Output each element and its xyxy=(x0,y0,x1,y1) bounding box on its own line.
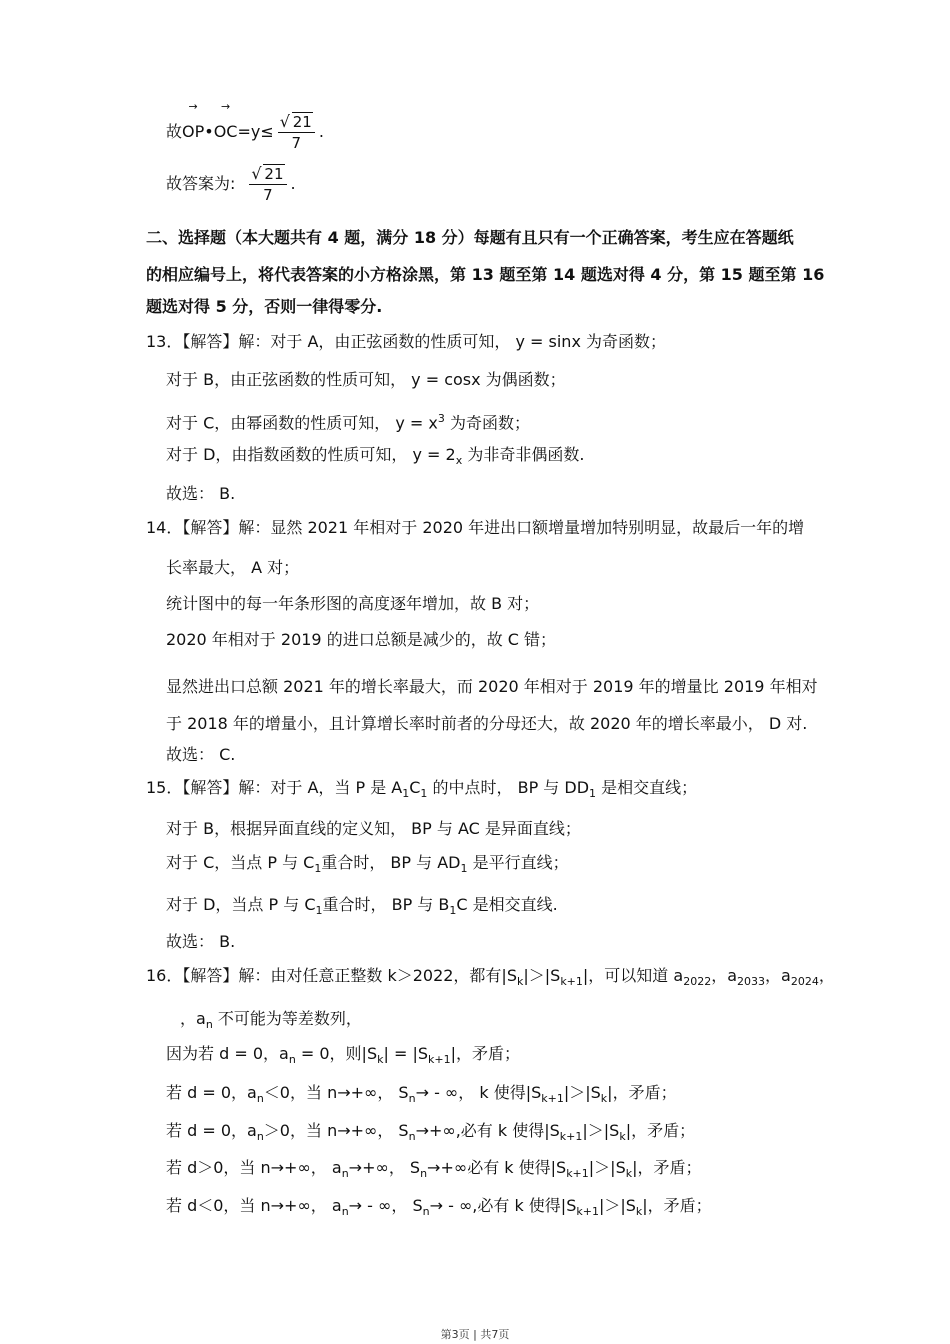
section-heading-line-1: 二、选择题（本大题共有 4 题，满分 18 分）每题有且只有一个正确答案，考生应在答题纸 xyxy=(146,228,794,247)
answer-fraction xyxy=(249,164,286,205)
q16-line-2: ，$a_n$ 不可能为等差数列， xyxy=(180,1009,362,1032)
fraction-sqrt21-over-7 xyxy=(278,112,315,153)
intro-answer-line xyxy=(166,162,296,206)
vector-oc: → OC xyxy=(214,112,238,152)
q15-line-3: 对于 C，当点 P 与 $C_1$重合时， BP 与 $AD_1$ 是平行直线； xyxy=(166,853,569,876)
q14-line-4: 2020 年相对于 2019 的进口总额是减少的，故 C 错； xyxy=(166,630,557,649)
q13-line-5: 故选： B. xyxy=(166,484,236,503)
q15-line-4: 对于 D，当点 P 与 $C_1$重合时， BP 与 $B_1C$ 是相交直线. xyxy=(166,895,558,918)
q13-line-2: 对于 B，由正弦函数的性质可知， y = cosx 为偶函数； xyxy=(166,370,566,389)
q16-line-3: 因为若 d = 0，$a_n = 0$，则$|S_k| = |S_{k+1}|$，矛盾； xyxy=(166,1044,520,1067)
q15-line-2: 对于 B，根据异面直线的定义知， BP 与 AC 是异面直线； xyxy=(166,819,581,838)
q15-line-5: 故选： B. xyxy=(166,932,236,951)
q13-line-4: 对于 D，由指数函数的性质可知， $y = 2_x$ 为非奇非偶函数. xyxy=(166,445,585,468)
q14-line-2: 长率最大， A 对； xyxy=(166,558,300,577)
section-heading-line-2: 的相应编号上，将代表答案的小方格涂黑，第 13 题至第 14 题选对得 4 分，第 15 题至第 16 xyxy=(146,265,825,284)
period: . xyxy=(318,122,324,141)
q16-line-4: 若 d = 0，$a_n<0$，当 n→+∞， $S_n\to$ - ∞， k 使得$|S_{k+1}|>|S_k|$，矛盾； xyxy=(166,1083,677,1106)
q13-line-3: 对于 C，由幂函数的性质可知， $y = x^3$ 为奇函数； xyxy=(166,412,530,433)
equals-y: =y xyxy=(237,122,261,141)
page-footer: 第3页 | 共7页 xyxy=(440,1328,510,1341)
q15-line-1: 15．【解答】解：对于 A，当 P 是 $A_1C_1$ 的中点时， BP 与 $DD_1$ 是相交直线； xyxy=(146,778,698,801)
q14-line-1: 14．【解答】解：显然 2021 年相对于 2020 年进出口额增量增加特别明显，故最后一年的增 xyxy=(146,518,805,537)
radicand: 21 xyxy=(292,113,312,131)
leq-symbol: ≤ xyxy=(260,122,274,141)
q16-line-6: 若 d＞0，当 n→+∞， $a_n\to+\infty$， $S_n\to+\infty$必有 k 使得$|S_{k+1}|>|S_k|$，矛盾； xyxy=(166,1158,702,1181)
denominator: 7 xyxy=(291,134,302,152)
q14-line-7: 故选： C. xyxy=(166,745,236,764)
vector-op: → OP xyxy=(182,112,204,152)
q16-line-7: 若 d＜0，当 n→+∞， $a_n\to$ - ∞， $S_n\to$ - ∞,必有 k 使得$|S_{k+1}|>|S_k|$，矛盾； xyxy=(166,1196,712,1219)
q14-line-5: 显然进出口总额 2021 年的增长率最大，而 2020 年相对于 2019 年的增量比 2019 年相对 xyxy=(166,677,818,696)
q14-line-6: 于 2018 年的增量小，且计算增长率时前者的分母还大，故 2020 年的增长率最小， D 对. xyxy=(166,714,808,733)
answer-denominator: 7 xyxy=(263,186,273,204)
dot-operator: • xyxy=(204,122,214,141)
q16-line-5: 若 d = 0，$a_n>0$，当 n→+∞， $S_n\to+\infty$,必有 k 使得$|S_{k+1}|>|S_k|$，矛盾； xyxy=(166,1121,696,1144)
q14-line-3: 统计图中的每一年条形图的高度逐年增加，故 B 对； xyxy=(166,594,540,613)
answer-period: . xyxy=(290,174,296,193)
intro-dot-product-line xyxy=(166,112,324,153)
q16-line-1: 16．【解答】解：由对任意正整数 k＞2022，都有$|S_k|>|S_{k+1}|$，可以知道 $a_{2022}$，$a_{2033}$，$a_{2024}$， xyxy=(146,966,835,989)
intro-gu: 故 xyxy=(166,122,183,141)
answer-label: 故答案为: xyxy=(166,174,236,193)
answer-radicand: 21 xyxy=(264,165,284,183)
section-heading-line-3: 题选对得 5 分，否则一律得零分. xyxy=(146,297,383,316)
q13-line-1: 13．【解答】解：对于 A，由正弦函数的性质可知， y = sinx 为奇函数； xyxy=(146,332,667,351)
